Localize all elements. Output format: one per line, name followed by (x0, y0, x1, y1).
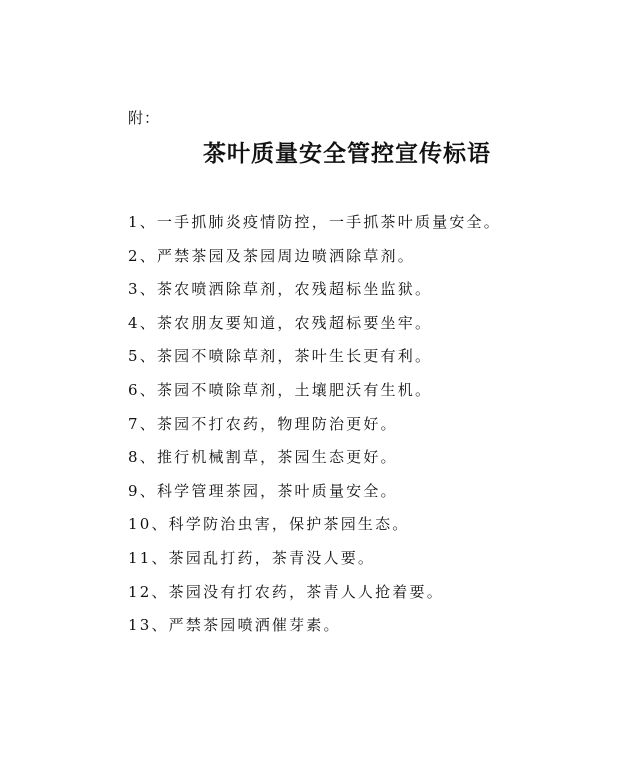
slogan-item: 6、茶园不喷除草剂，土壤肥沃有生机。 (128, 380, 433, 399)
document-title: 茶叶质量安全管控宣传标语 (203, 140, 491, 167)
annex-label: 附： (128, 109, 161, 127)
slogan-item: 8、推行机械割草，茶园生态更好。 (128, 448, 398, 467)
slogan-list (128, 211, 501, 648)
slogan-item: 13、严禁茶园喷洒催芽素。 (128, 616, 341, 635)
slogan-item: 9、科学管理茶园，茶叶质量安全。 (128, 481, 398, 500)
slogan-item: 12、茶园没有打农药，茶青人人抢着要。 (128, 582, 444, 601)
slogan-item: 2、严禁茶园及茶园周边喷洒除草剂。 (128, 246, 415, 265)
slogan-item: 3、茶农喷洒除草剂，农残超标坐监狱。 (128, 280, 433, 299)
slogan-item: 5、茶园不喷除草剂，茶叶生长更有利。 (128, 347, 433, 366)
slogan-item: 1、一手抓肺炎疫情防控，一手抓茶叶质量安全。 (128, 213, 501, 231)
slogan-item: 4、茶农朋友要知道，农残超标要坐牢。 (128, 313, 433, 332)
slogan-item: 11、茶园乱打药，茶青没人要。 (128, 548, 376, 567)
slogan-item: 10、科学防治虫害，保护茶园生态。 (128, 515, 410, 534)
slogan-item: 7、茶园不打农药，物理防治更好。 (128, 414, 398, 433)
